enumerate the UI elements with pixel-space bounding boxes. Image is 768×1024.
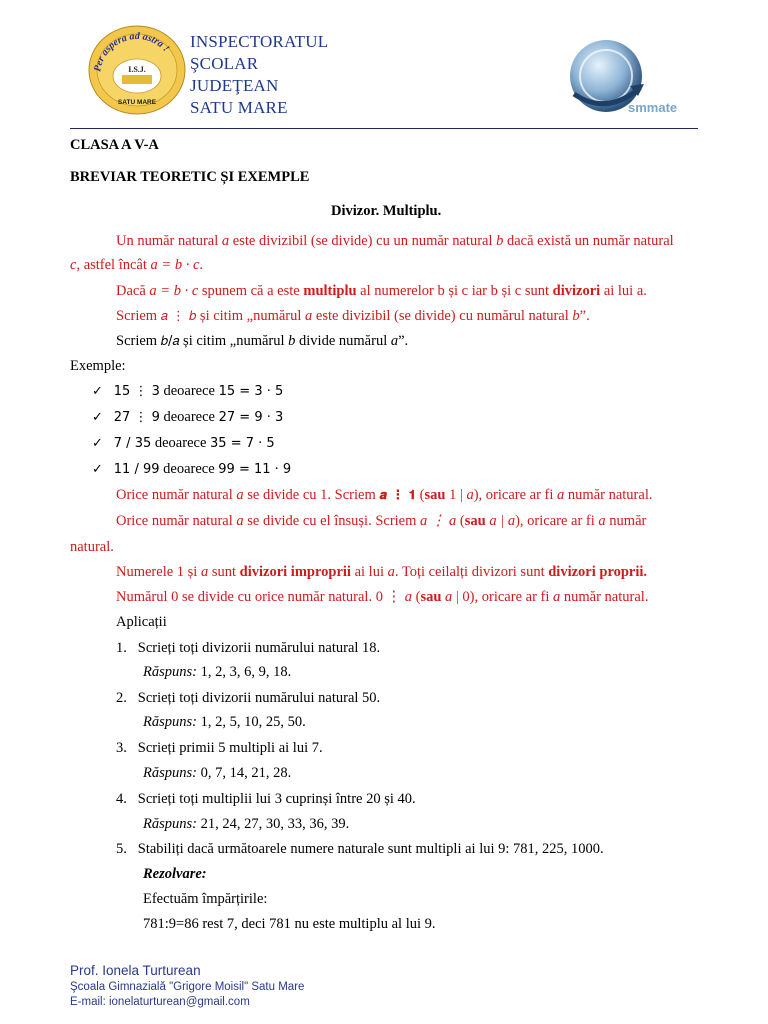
institution-line-1: INSPECTORATUL — [190, 32, 329, 51]
solution-step: Efectuăm împărțirile: — [143, 891, 268, 907]
rule-divisible-by-itself: Orice număr natural a se divide cu el însuși. Scriem a ⋮ a (sau a | a), oricare ar fi a număr — [116, 513, 647, 529]
application-question: 2. Scrieți toți divizorii numărului natural 50. — [116, 690, 381, 706]
example-item: ✓ 27 ⋮ 9 deoarece 27 = 9 · 3 — [92, 409, 284, 425]
examples-label: Exemple: — [70, 358, 126, 374]
application-answer: Răspuns: 21, 24, 27, 30, 33, 36, 39. — [143, 816, 350, 832]
solution-step: 781:9=86 rest 7, deci 781 nu este multiplu al lui 9. — [143, 916, 436, 932]
rule-proper-divisors: Numerele 1 și a sunt divizori improprii ai lui a. Toți ceilalți divizori sunt divizori proprii. — [116, 564, 648, 580]
notation-divides-line: Scriem 𝑏/𝑎 și citim „numărul b divide numărul a”. — [116, 333, 409, 349]
author-name: Prof. Ionela Turturean — [70, 963, 201, 978]
smmate-label: smmate — [628, 100, 678, 115]
isj-logo — [86, 24, 188, 116]
section-title: BREVIAR TEORETIC ȘI EXEMPLE — [70, 169, 310, 185]
applications-label: Aplicații — [116, 614, 167, 630]
topic-title: Divizor. Multiplu. — [331, 203, 442, 219]
application-question: 5. Stabiliți dacă următoarele numere naturale sunt multipli ai lui 9: 781, 225, 1000. — [116, 841, 604, 857]
logo-bottom-text: SATU MARE — [117, 99, 157, 106]
logo-center-text: I.S.J. — [128, 65, 146, 74]
author-email: E-mail: ionelaturturean@gmail.com — [70, 996, 250, 1008]
example-item: ✓ 11 / 99 deoarece 99 = 11 · 9 — [92, 461, 292, 477]
checkmark-icon: ✓ — [92, 436, 103, 451]
application-answer: Răspuns: 1, 2, 3, 6, 9, 18. — [143, 664, 292, 680]
definition-line-1: Un număr natural a este divizibil (se divide) cu un număr natural b dacă există un număr natural — [116, 233, 674, 249]
checkmark-icon: ✓ — [92, 410, 103, 425]
application-question: 3. Scrieți primii 5 multipli ai lui 7. — [116, 740, 323, 756]
definition-line-2: c, astfel încât a = b · c. — [70, 257, 204, 273]
logo-motto: Per aspera ad astra ! — [92, 30, 172, 73]
example-item: ✓ 15 ⋮ 3 deoarece 15 = 3 · 5 — [92, 383, 284, 399]
example-item: ✓ 7 / 35 deoarece 35 = 7 · 5 — [92, 435, 275, 451]
institution-line-4: SATU MARE — [190, 98, 288, 117]
application-answer: Răspuns: 0, 7, 14, 21, 28. — [143, 765, 292, 781]
rule-zero-divisible: Numărul 0 se divide cu orice număr natural. 0 ⋮ a (sau a | 0), oricare ar fi a număr natural. — [116, 589, 649, 605]
application-answer: Răspuns: 1, 2, 5, 10, 25, 50. — [143, 714, 306, 730]
checkmark-icon: ✓ — [92, 384, 103, 399]
author-school: Şcoala Gimnazială "Grigore Moisil" Satu Mare — [70, 981, 305, 993]
multiple-divisor-line: Dacă a = b · c spunem că a este multiplu al numerelor b și c iar b și c sunt divizori ai lui a. — [116, 283, 647, 299]
class-title: CLASA A V-A — [70, 137, 159, 153]
notation-divisible-line: Scriem 𝑎 ⋮ 𝑏 și citim „numărul a este divizibil (se divide) cu numărul natural b”. — [116, 308, 590, 324]
institution-line-3: JUDEŢEAN — [190, 76, 279, 95]
checkmark-icon: ✓ — [92, 462, 103, 477]
header-divider — [70, 128, 698, 129]
institution-line-2: ŞCOLAR — [190, 54, 259, 73]
application-question: 1. Scrieți toți divizorii numărului natural 18. — [116, 640, 381, 656]
institution-name — [190, 31, 328, 119]
solution-label: Rezolvare: — [143, 866, 207, 882]
footer — [70, 962, 304, 1010]
application-question: 4. Scrieți toți multiplii lui 3 cuprinși între 20 și 40. — [116, 791, 416, 807]
rule-divisible-by-one: Orice număr natural a se divide cu 1. Scriem 𝒂 ⋮ 𝟏 (sau 1 | a), oricare ar fi a număr natural. — [116, 487, 653, 503]
rule-divisible-by-itself-cont: natural. — [70, 539, 114, 555]
